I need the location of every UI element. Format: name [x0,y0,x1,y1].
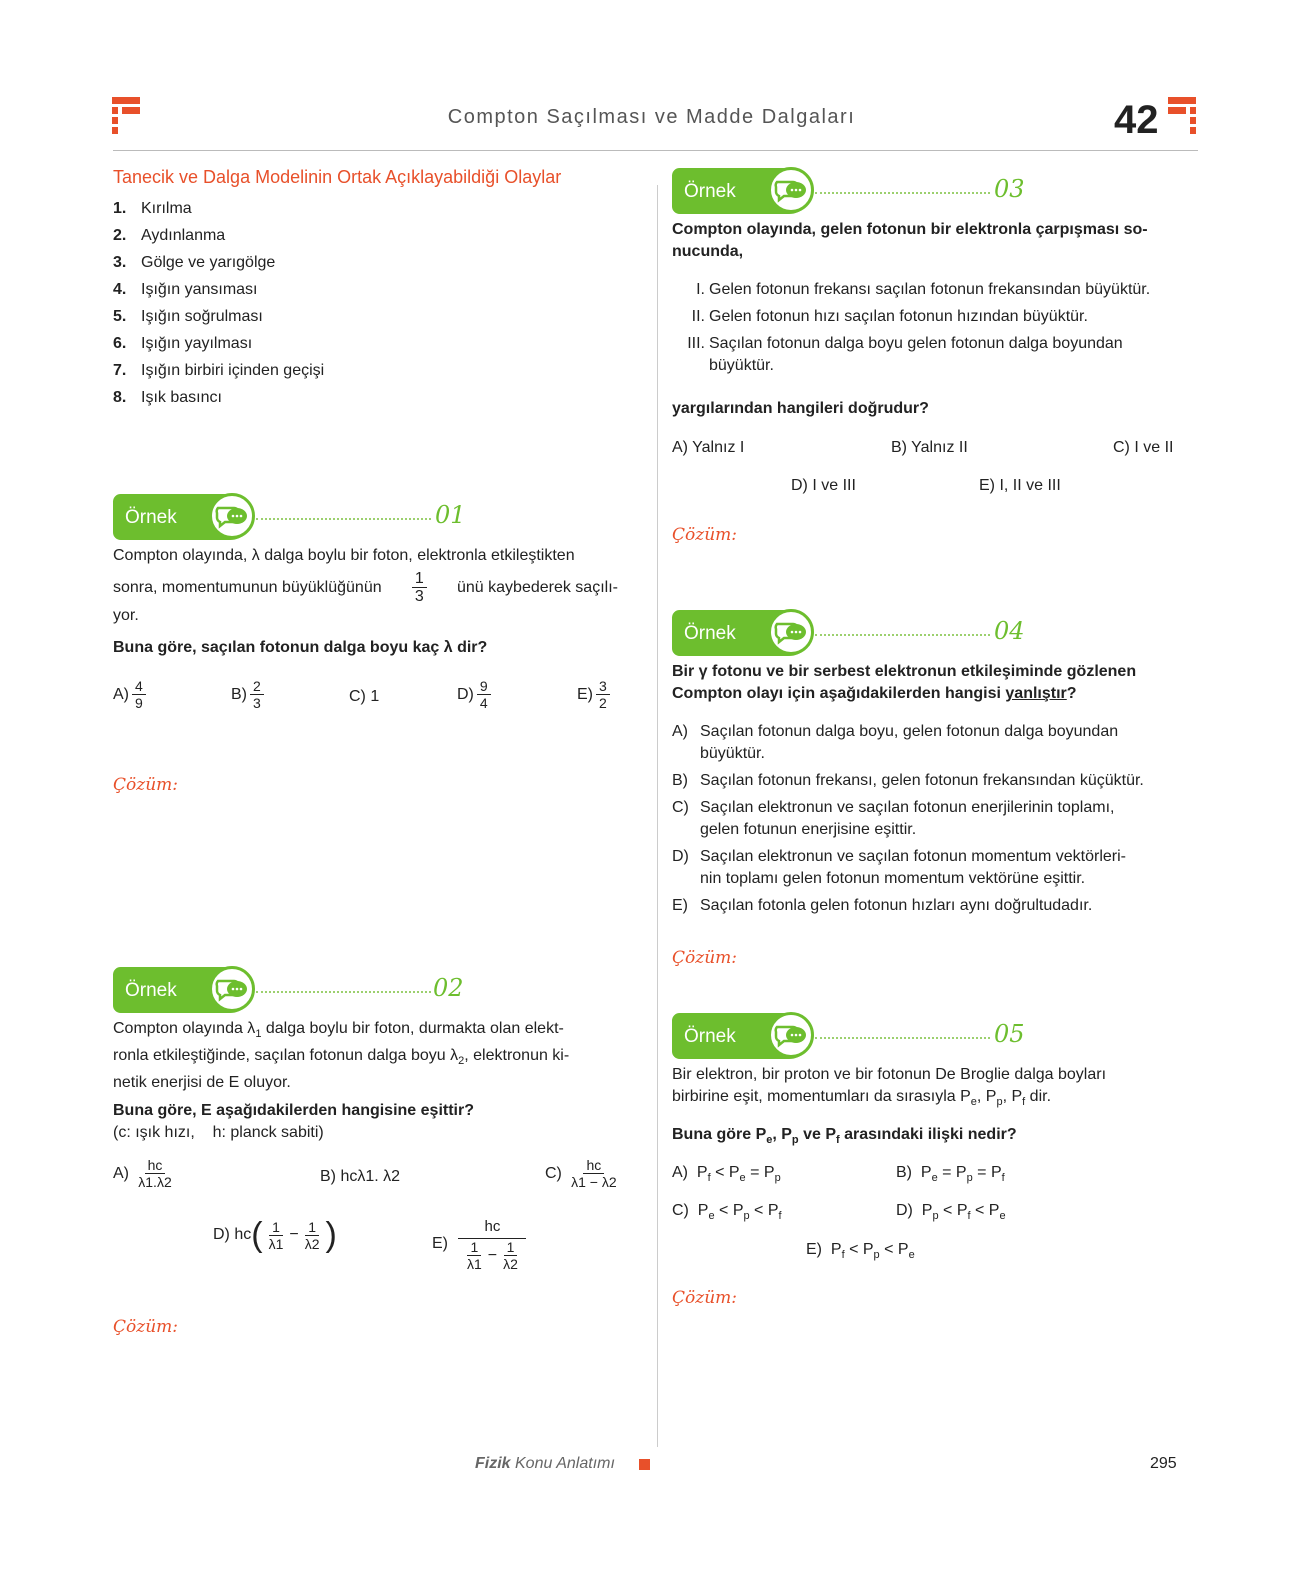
ex03-question: yargılarından hangileri doğrudur? [672,400,929,417]
speech-bubbles-icon [768,1012,814,1058]
badge-label: Örnek [125,980,177,1001]
example-number: 03 [994,175,1025,203]
column-divider [657,185,658,1447]
ex03-intro: Compton olayında, gelen fotonun bir elektronla çarpışması so- nucunda, [672,221,1148,260]
option-d[interactable]: D) hc ( $\frac{1}{\lambda 1}$ − $\frac{1}{\lambda 2}$ ) [213,1216,337,1254]
option-b[interactable]: B) Yalnız II [891,439,968,456]
ex02-text [113,1018,618,1094]
list-item: 3. Gölge ve yarıgölge [113,254,276,271]
option-a[interactable]: A) Yalnız I [672,439,745,456]
ex04-question: Bir γ fotonu ve bir serbest elektronun etkileşiminde gözlenen Compton olayı için aşağıdakilerden hangisi yanlıştır? [672,663,1137,702]
dotted-leader [815,634,990,636]
chapter-title: Compton Saçılması ve Madde Dalgaları [447,106,856,128]
option-c[interactable]: C) $\frac{hc}{\lambda 1 - \lambda 2}$ [545,1157,617,1190]
ex01-text [113,545,618,627]
ex02-note: (c: ışık hızı, h: planck sabiti) [113,1124,324,1141]
speech-bubbles-icon [209,966,255,1012]
option-a[interactable]: A) $\frac{4}{9}$ [113,678,149,711]
right-logo [1168,97,1198,137]
option-e[interactable]: E) hc $\frac{1}{\lambda 1}$ − $\frac{1}{\lambda 2}$ [432,1216,526,1272]
example-badge [113,967,253,1013]
header-rule [113,150,1198,151]
example-number: 02 [433,974,464,1002]
list-item: 2. Aydınlanma [113,227,226,244]
option-b[interactable]: B) $\frac{2}{3}$ [231,678,267,711]
ex05-text [672,1064,1177,1113]
speech-bubbles-icon [768,609,814,655]
footer-book-title: Fizik Konu Anlatımı [475,1455,615,1472]
badge-label: Örnek [684,181,736,202]
dotted-leader [815,192,990,194]
option-d[interactable]: D) I ve III [791,477,856,494]
option-d[interactable]: D) Saçılan elektronun ve saçılan fotonun momentum vektörleri- nin toplamı gelen fotonun momentum vektörüne eşittir. [672,848,1126,887]
list-item: 6. Işığın yayılması [113,335,253,352]
footer-square-icon [639,1459,650,1470]
ex04-options [672,721,1177,917]
solution-label: Çözüm: [672,948,737,968]
example-number: 01 [435,501,466,529]
badge-label: Örnek [684,623,736,644]
option-e[interactable]: E) Saçılan fotonla gelen fotonun hızları aynı doğrultudadır. [672,897,1093,914]
text-line: Compton olayında, λ dalga boylu bir foton, elektronla etkileştikten [113,547,575,564]
phenomena-list [113,200,324,416]
option-c[interactable]: C) Saçılan elektronun ve saçılan fotonun enerjilerinin toplamı, gelen fotunun enerjisine eşittir. [672,799,1115,838]
statement: III. Saçılan fotonun dalga boyu gelen fotonun dalga boyundan büyüktür. [687,335,1123,374]
option-b[interactable]: B) $P_e = P_p = P_f$ [896,1164,1005,1185]
badge-label: Örnek [125,507,177,528]
speech-bubbles-icon [768,167,814,213]
text-line: yor. [113,607,139,624]
text-line: birbirine eşit, momentumları da sırasıyla $P_e$, $P_p$, $P_f$ dir. [672,1088,1052,1109]
example-badge [672,1013,812,1059]
statement: II. Gelen fotonun hızı saçılan fotonun hızından büyüktür. [691,308,1088,325]
text-line: Compton olayında $\lambda_1$ dalga boylu bir foton, durmakta olan elekt- [113,1020,564,1041]
text-line: Bir elektron, bir proton ve bir fotonun De Broglie dalga boyları [672,1066,1107,1083]
option-c[interactable]: C) 1 [349,688,380,705]
ex05-question: Buna göre $P_e$, $P_p$ ve $P_f$ arasındaki ilişki nedir? [672,1126,1017,1147]
list-item: 8. Işık basıncı [113,389,222,406]
dotted-leader [256,518,431,520]
chapter-number: 42 [1114,98,1159,142]
text-line: netik enerjisi de E oluyor. [113,1074,291,1092]
option-d[interactable]: D) $\frac{9}{4}$ [457,678,494,711]
option-c[interactable]: C) $P_e < P_p < P_f$ [672,1202,782,1223]
list-item: 4. Işığın yansıması [113,281,258,298]
list-item: 7. Işığın birbiri içinden geçişi [113,362,325,379]
speech-bubbles-icon [209,493,255,539]
solution-label: Çözüm: [113,775,178,795]
option-d[interactable]: D) $P_p < P_f < P_e$ [896,1202,1006,1223]
option-c[interactable]: C) I ve II [1113,439,1174,456]
example-badge [672,168,812,214]
option-e[interactable]: E) I, II ve III [979,477,1061,494]
example-number: 05 [994,1020,1025,1048]
ex02-question: Buna göre, E aşağıdakilerden hangisine eşittir? [113,1102,474,1119]
example-badge [672,610,812,656]
option-a[interactable]: A) $P_f < P_e = P_p$ [672,1164,781,1185]
ex03-statements [672,279,1177,377]
badge-label: Örnek [684,1026,736,1047]
option-a[interactable]: A) Saçılan fotonun dalga boyu, gelen fotonun dalga boyundan büyüktür. [672,723,1119,762]
dotted-leader [256,991,431,993]
text-line: ronla etkileştiğinde, saçılan fotonun dalga boyu $\lambda_2$, elektronun ki- [113,1047,570,1068]
option-e[interactable]: E) $\frac{3}{2}$ [577,678,613,711]
ex01-options [113,678,618,718]
option-e[interactable]: E) $P_f < P_p < P_e$ [806,1241,915,1262]
solution-label: Çözüm: [672,525,737,545]
solution-label: Çözüm: [672,1288,737,1308]
example-number: 04 [994,617,1025,645]
list-item: 1. Kırılma [113,200,192,217]
text-line: sonra, momentumunun büyüklüğünün $\frac{1}{3}$ ünü kaybederek saçılı- [113,570,618,605]
list-item: 5. Işığın soğrulması [113,308,263,325]
solution-label: Çözüm: [113,1317,178,1337]
fraction: $\frac{1}{3}$ [412,570,427,605]
ex01-question: Buna göre, saçılan fotonun dalga boyu kaç λ dir? [113,639,488,656]
statement: I. Gelen fotonun frekansı saçılan fotonun frekansından büyüktür. [696,281,1151,298]
dotted-leader [815,1037,990,1039]
option-b[interactable]: B) hcλ1. λ2 [320,1168,401,1185]
page-number: 295 [1150,1455,1177,1472]
section-title: Tanecik ve Dalga Modelinin Ortak Açıklayabildiği Olaylar [113,167,562,187]
option-b[interactable]: B) Saçılan fotonun frekansı, gelen fotonun frekansından küçüktür. [672,772,1144,789]
option-a[interactable]: A) $\frac{hc}{\lambda 1.\lambda 2}$ [113,1157,172,1190]
example-badge [113,494,253,540]
